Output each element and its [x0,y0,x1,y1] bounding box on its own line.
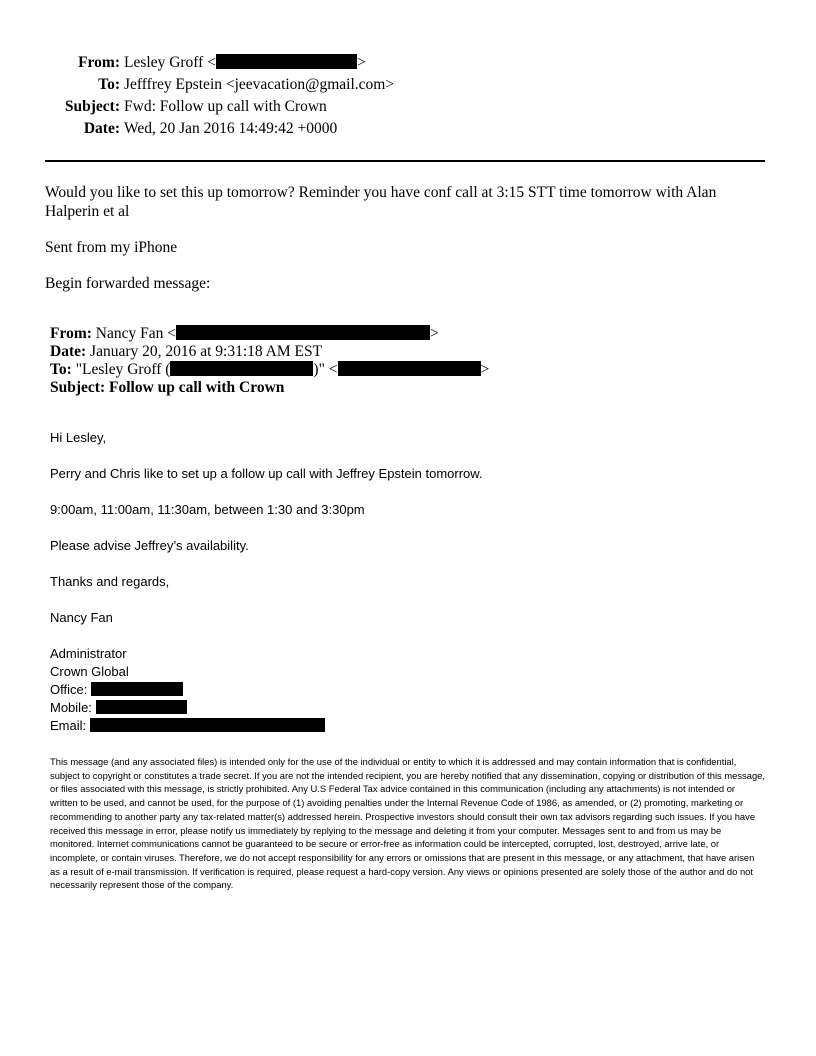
redaction-block [96,700,187,714]
sender-name: Nancy Fan [50,610,113,625]
message-line-1: Would you like to set this up tomorrow? Reminder you have conf call at 3:15 STT time tomorrow with Alan [45,184,717,201]
fwd-from-suffix: > [429,325,439,342]
office-label: Office: [50,682,88,697]
redaction-block [91,682,183,696]
fwd-date-line [50,343,322,361]
body-greeting: Hi Lesley, [50,430,107,445]
redaction-block [170,361,313,376]
fwd-to-middle: )" < [313,361,338,378]
fwd-subject-label: Subject: [50,379,106,396]
fwd-from-value: Nancy Fan < [95,325,176,342]
body-paragraph-2: 9:00am, 11:00am, 11:30am, between 1:30 and 3:30pm [50,502,365,517]
email-line [50,718,325,733]
fwd-date-label: Date: [50,343,87,360]
sender-title: Administrator [50,646,127,661]
mobile-line [50,700,187,715]
redaction-block [216,54,357,69]
body-paragraph-3: Please advise Jeffrey’s availability. [50,538,249,553]
redaction-block [90,718,325,732]
subject-value: Fwd: Follow up call with Crown [124,98,327,115]
from-label: From: [78,54,120,71]
mobile-label: Mobile: [50,700,92,715]
redaction-block [338,361,481,376]
from-name: Lesley Groff < [124,54,216,71]
email-label: Email: [50,718,87,733]
body-paragraph-1: Perry and Chris like to set up a follow up call with Jeffrey Epstein tomorrow. [50,466,483,481]
body-closing: Thanks and regards, [50,574,170,589]
to-value: Jefffrey Epstein <jeevacation@gmail.com> [124,76,395,93]
fwd-to-prefix: "Lesley Groff ( [75,361,171,378]
date-value: Wed, 20 Jan 2016 14:49:42 +0000 [124,120,338,137]
header-divider [45,160,765,162]
from-suffix: > [356,54,366,71]
message-line-2: Halperin et al [45,203,130,220]
fwd-subject-value: Follow up call with Crown [108,379,285,396]
fwd-subject-line [50,379,284,397]
subject-label: Subject: [64,98,120,115]
fwd-from-line [50,325,439,343]
fwd-to-suffix: > [480,361,490,378]
legal-disclaimer: This message (and any associated files) is intended only for the use of the individual or entity to which it is addressed and may contain information that is confidential, subject to copyright or constitutes a trade secret. If you are not the intended recipient, you are hereby notified that any dissemination, copying or distribution of this message, or files associated with this message, is strictly prohibited. Any U.S Federal Tax advice contained in this communication (including any attachments) is not intended or written to be used, and cannot be used, for the purpose of (1) avoiding penalties under the Internal Revenue Code of 1986, as amended, or (2) promoting, marketing or recommending to another party any tax-related matter(s) addressed herein. Prospective investors should consult their own tax advisors regarding such issues. If you have received this message in error, please notify us immediately by replying to the message and deleting it from your computer. Messages sent to and from us may be monitored. Internet communications cannot be guaranteed to be secure or error-free as information could be intercepted, corrupted, lost, destroyed, arrive late, or incomplete, or contain viruses. Therefore, we do not accept responsibility for any errors or omissions that are present in this message, or any attachment, that have arisen as a result of e-mail transmission. If verification is required, please request a hard-copy version. Any views or opinions presented are solely those of the author and do not necessarily represent those of the company. [50,756,765,891]
fwd-from-label: From: [50,325,92,342]
forward-intro: Begin forwarded message: [45,275,211,292]
from-value [124,54,366,72]
sender-company: Crown Global [50,664,129,679]
message-signature: Sent from my iPhone [45,239,178,256]
redaction-block [176,325,430,340]
fwd-date-value: January 20, 2016 at 9:31:18 AM EST [90,343,323,360]
office-line [50,682,183,697]
date-label: Date: [83,120,120,137]
to-label: To: [98,76,120,93]
fwd-to-label: To: [50,361,72,378]
fwd-to-line [50,361,489,379]
